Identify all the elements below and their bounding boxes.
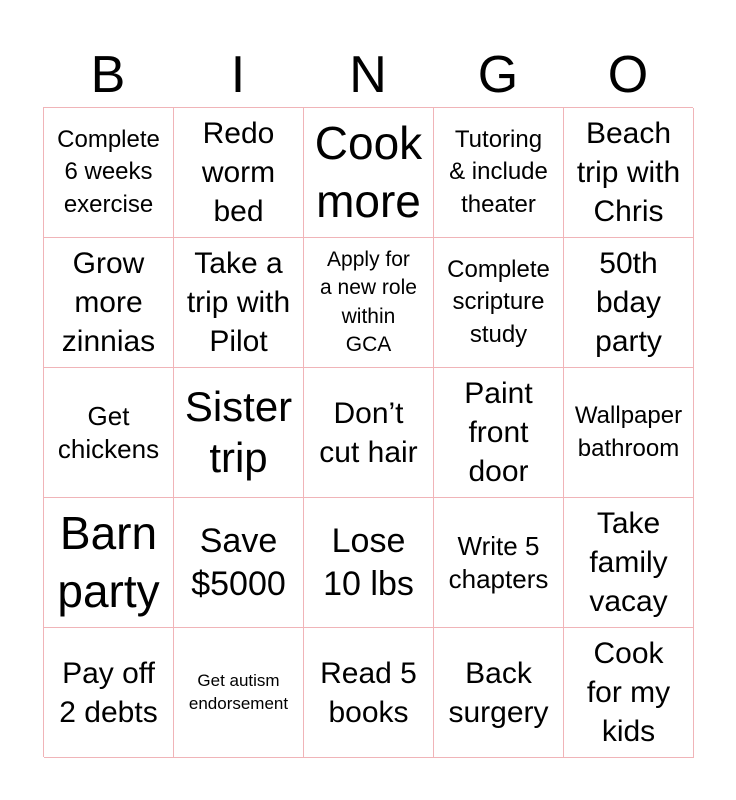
bingo-cell[interactable]: [174, 628, 304, 758]
cell-label: Sister trip: [184, 383, 293, 481]
bingo-cell[interactable]: [44, 238, 174, 368]
cell-label: Redo worm bed: [201, 117, 276, 228]
bingo-cell[interactable]: [564, 628, 694, 758]
bingo-cell[interactable]: [174, 368, 304, 498]
bingo-cell[interactable]: [44, 628, 174, 758]
bingo-cell[interactable]: [304, 628, 434, 758]
cell-label: Pay off 2 debts: [59, 656, 158, 729]
bingo-header: [43, 44, 693, 106]
bingo-cell[interactable]: [434, 368, 564, 498]
header-letter-n: N: [349, 46, 387, 104]
cell-label: Cook more: [314, 117, 423, 227]
bingo-cell[interactable]: [174, 238, 304, 368]
bingo-cell[interactable]: [434, 628, 564, 758]
bingo-cell[interactable]: [564, 368, 694, 498]
bingo-cell[interactable]: [434, 108, 564, 238]
bingo-cell[interactable]: [174, 108, 304, 238]
bingo-cell[interactable]: [44, 498, 174, 628]
bingo-cell[interactable]: [44, 108, 174, 238]
header-letter-i: I: [230, 46, 246, 104]
cell-label: Barn party: [57, 507, 160, 617]
cell-label: 50th bday party: [595, 247, 662, 358]
cell-label: Complete scripture study: [447, 255, 550, 348]
bingo-cell[interactable]: [304, 498, 434, 628]
bingo-cell[interactable]: [434, 238, 564, 368]
cell-label: Grow more zinnias: [61, 247, 156, 358]
cell-label: Beach trip with Chris: [576, 117, 681, 228]
cell-label: Write 5 chapters: [448, 531, 549, 594]
bingo-cell[interactable]: [44, 368, 174, 498]
cell-label: Get chickens: [57, 401, 160, 464]
cell-label: Back surgery: [448, 656, 549, 729]
bingo-cell[interactable]: [564, 238, 694, 368]
bingo-cell[interactable]: [174, 498, 304, 628]
cell-label: Apply for a new role within GCA: [320, 247, 417, 356]
bingo-cell[interactable]: [434, 498, 564, 628]
bingo-cell[interactable]: [304, 108, 434, 238]
bingo-cell[interactable]: [564, 108, 694, 238]
cell-label: Lose 10 lbs: [323, 522, 414, 603]
header-letter-o: O: [607, 46, 649, 104]
bingo-cell[interactable]: [304, 238, 434, 368]
header-letter-g: G: [477, 46, 519, 104]
header-letter-b: B: [90, 46, 126, 104]
cell-label: Complete 6 weeks exercise: [57, 125, 160, 218]
cell-label: Cook for my kids: [586, 637, 671, 748]
cell-label: Wallpaper bathroom: [574, 402, 683, 462]
bingo-cell[interactable]: [304, 368, 434, 498]
cell-label: Save $5000: [191, 522, 286, 603]
cell-label: Read 5 books: [320, 656, 417, 729]
cell-label: Don’t cut hair: [319, 396, 418, 469]
cell-label: Take a trip with Pilot: [186, 247, 291, 358]
cell-label: Take family vacay: [589, 507, 668, 618]
cell-label: Paint front door: [464, 377, 533, 488]
bingo-board: [43, 107, 693, 757]
cell-label: Tutoring & include theater: [449, 125, 548, 218]
bingo-cell[interactable]: [564, 498, 694, 628]
cell-label: Get autism endorsement: [188, 670, 289, 713]
